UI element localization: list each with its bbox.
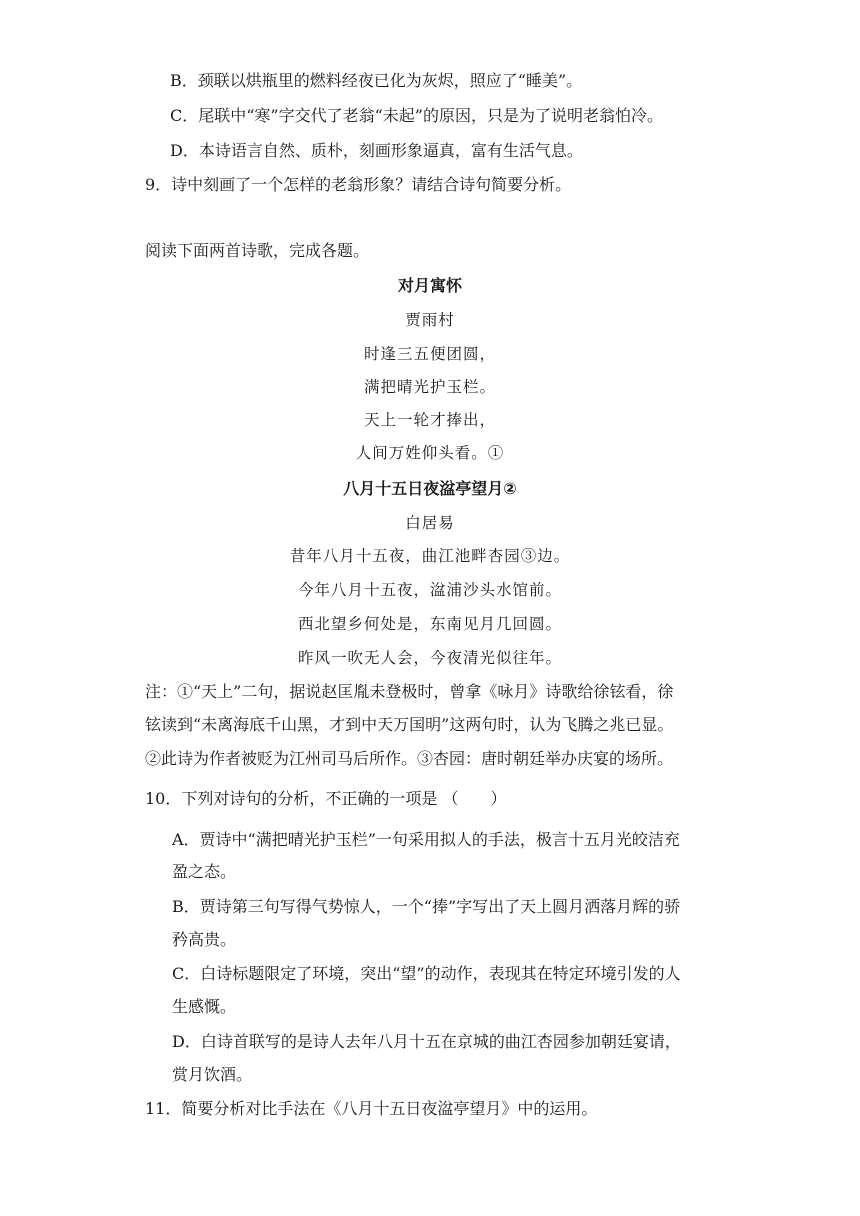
poem2-line-2: 今年八月十五夜，湓浦沙头水馆前。 bbox=[297, 581, 562, 599]
poem2-line-1: 昔年八月十五夜，曲江池畔杏园③边。 bbox=[289, 547, 571, 565]
q10-option-c-cont: 生感慨。 bbox=[172, 997, 237, 1016]
q10-option-d: D．白诗首联写的是诗人去年八月十五在京城的曲江杏园参加朝廷宴请， bbox=[172, 1032, 681, 1051]
poem2-title: 八月十五日夜湓亭望月② bbox=[343, 479, 517, 498]
q10-option-a-cont: 盈之态。 bbox=[172, 862, 237, 881]
notes-line-2: 铉读到“未离海底千山黑，才到中天万国明”这两句时，认为飞腾之兆已显。 bbox=[145, 715, 674, 734]
notes-line-1: 注：①“天上”二句，据说赵匡胤未登极时，曾拿《咏月》诗歌给徐铉看，徐 bbox=[145, 682, 674, 701]
q10-option-b-cont: 矜高贵。 bbox=[172, 930, 237, 949]
q8-option-b: B．颈联以烘瓶里的燃料经夜已化为灰烬，照应了“睡美”。 bbox=[170, 71, 583, 90]
poem2-line-3: 西北望乡何处是，东南见月几回圆。 bbox=[297, 615, 562, 633]
poem2-line-4: 昨风一吹无人会，今夜清光似往年。 bbox=[297, 649, 562, 667]
q10-option-d-cont: 赏月饮酒。 bbox=[172, 1065, 253, 1084]
reading-instructions: 阅读下面两首诗歌，完成各题。 bbox=[145, 241, 370, 260]
q8-option-d: D．本诗语言自然、质朴，刻画形象逼真，富有生活气息。 bbox=[170, 141, 583, 160]
q10-option-b: B．贾诗第三句写得气势惊人，一个“捧”字写出了天上圆月洒落月辉的骄 bbox=[172, 897, 681, 916]
notes-line-3: ②此诗为作者被贬为江州司马后所作。③杏园：唐时朝廷举办庆宴的场所。 bbox=[145, 749, 674, 768]
q8-option-c: C．尾联中“寒”字交代了老翁“未起”的原因，只是为了说明老翁怕冷。 bbox=[170, 106, 663, 125]
poem2-author: 白居易 bbox=[405, 514, 455, 532]
q10-option-c: C．白诗标题限定了环境，突出“望”的动作，表现其在特定环境引发的人 bbox=[172, 964, 681, 983]
poem1-line-1: 时逢三五便团圆， bbox=[363, 345, 496, 363]
q10-option-a: A．贾诗中“满把晴光护玉栏”一句采用拟人的手法，极言十五月光皎洁充 bbox=[172, 830, 680, 849]
poem1-line-2: 满把晴光护玉栏。 bbox=[363, 378, 496, 396]
question-9: 9．诗中刻画了一个怎样的老翁形象？请结合诗句简要分析。 bbox=[145, 175, 572, 194]
poem1-title: 对月寓怀 bbox=[397, 276, 462, 295]
poem1-author: 贾雨村 bbox=[405, 311, 455, 329]
poem1-line-3: 天上一轮才捧出， bbox=[363, 411, 496, 429]
question-10: 10．下列对诗句的分析，不正确的一项是 （ ） bbox=[145, 789, 507, 808]
question-11: 11．简要分析对比手法在《八月十五日夜湓亭望月》中的运用。 bbox=[145, 1099, 598, 1118]
poem1-line-4: 人间万姓仰头看。① bbox=[355, 444, 505, 462]
